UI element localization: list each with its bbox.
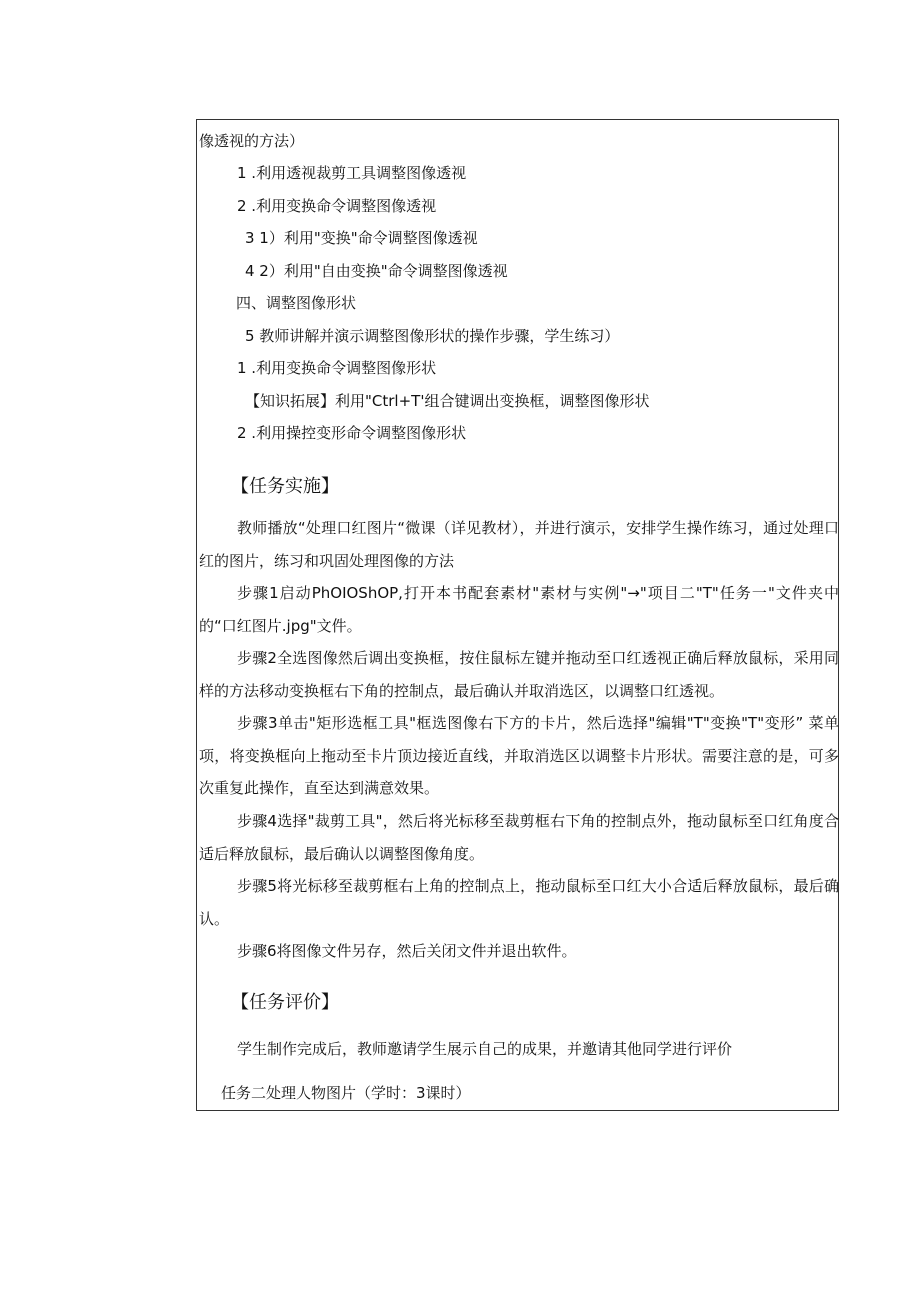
shape-teacher-note: 5 教师讲解并演示调整图像形状的操作步骤，学生练习） [245, 327, 620, 345]
task-implementation-heading: 【任务实施】 [231, 476, 339, 497]
implementation-step-6: 步骤6将图像文件另存，然后关闭文件并退出软件。 [237, 942, 577, 960]
implementation-step-4: 步骤4选择"裁剪工具"，然后将光标移至裁剪框右下角的控制点外，拖动鼠标至口红角度合适后释放鼠标，最后确认以调整图像角度。 [199, 812, 839, 863]
implementation-step-5: 步骤5将光标移至裁剪框右上角的控制点上，拖动鼠标至口红大小合适后释放鼠标，最后确认。 [199, 877, 839, 928]
next-task-title: 任务二处理人物图片（学时：3课时） [221, 1084, 471, 1102]
implementation-step-3: 步骤3单击"矩形选框工具"框选图像右下方的卡片，然后选择"编辑"T"变换"T"变形” 菜单项，将变换框向上拖动至卡片顶边接近直线，并取消选区以调整卡片形状。需要注意的是，可多次重复此操作，直至达到满意效果。 [199, 714, 839, 797]
method-item-1: 1 .利用透视裁剪工具调整图像透视 [237, 164, 467, 182]
knowledge-extension: 【知识拓展】利用"Ctrl+T'组合键调出变换框，调整图像形状 [245, 392, 650, 410]
evaluation-paragraph: 学生制作完成后，教师邀请学生展示自己的成果，并邀请其他同学进行评价 [237, 1040, 733, 1058]
task-evaluation-heading: 【任务评价】 [231, 992, 339, 1013]
method-item-3: 3 1）利用"变换"命令调整图像透视 [245, 229, 478, 247]
implementation-paragraph-intro: 教师播放“处理口红图片“微课（详见教材），并进行演示，安排学生操作练习，通过处理口红的图片，练习和巩固处理图像的方法 [199, 519, 839, 570]
implementation-step-1: 步骤1启动PhOIOShOP,打开本书配套素材"素材与实例"→"项目二"T"任务一"文件夹中的“口红图片.jpg"文件。 [199, 584, 839, 635]
method-item-2: 2 .利用变换命令调整图像透视 [237, 197, 437, 215]
shape-step-2: 2 .利用操控变形命令调整图像形状 [237, 424, 467, 442]
shape-step-1: 1 .利用变换命令调整图像形状 [237, 359, 437, 377]
methods-intro-tail: 像透视的方法） [199, 132, 305, 150]
section-shape-title: 四、调整图像形状 [236, 294, 357, 312]
method-item-4: 4 2）利用"自由变换"命令调整图像透视 [245, 262, 508, 280]
implementation-step-2: 步骤2全选图像然后调出变换框，按住鼠标左键并拖动至口红透视正确后释放鼠标，采用同样的方法移动变换框右下角的控制点，最后确认并取消选区，以调整口红透视。 [199, 649, 839, 700]
